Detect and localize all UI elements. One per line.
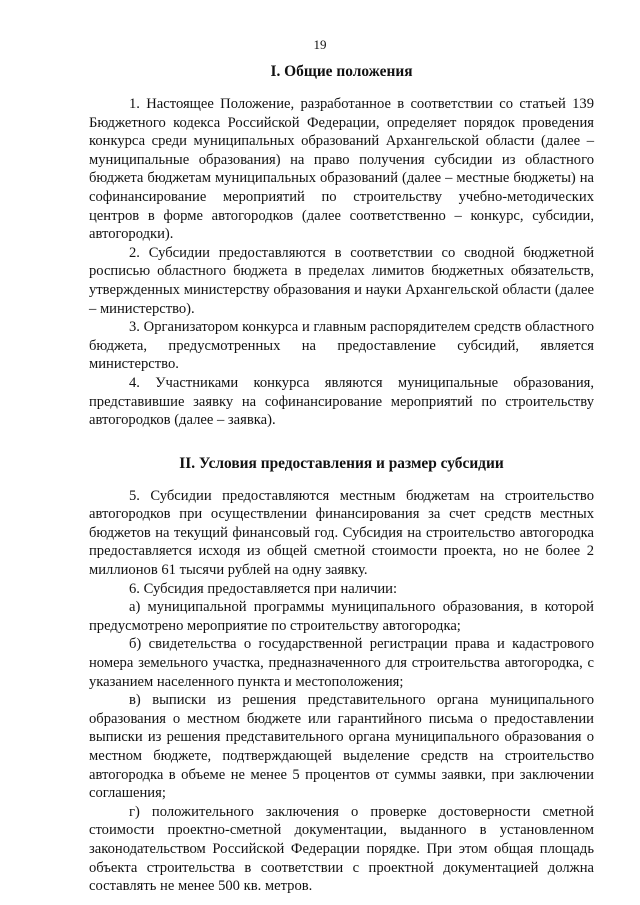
paragraph-6v: в) выписки из решения представительного органа муниципального образования о местном бюджете или гарантийного письма о предоставлении выписки из решения представительного органа муниципального образования о местном бюджете, подтверждающей выделение средств на строительство автогородка в объеме не менее 5 процентов от суммы заявки, при заключении соглашения; <box>89 692 594 802</box>
paragraph-6a: а) муниципальной программы муниципального образования, в которой предусмотрено мероприятие по строительству автогородка; <box>89 599 594 634</box>
section-heading-general: I. Общие положения <box>270 63 413 80</box>
paragraph-6: 6. Субсидия предоставляется при наличии: <box>129 580 398 597</box>
document-body <box>89 62 594 896</box>
paragraph-6b: б) свидетельства о государственной регистрации права и кадастрового номера земельного участка, предназначенного для строительства автогородка, с указанием населенного пункта и местоположения; <box>89 636 594 690</box>
paragraph-2: 2. Субсидии предоставляются в соответствии со сводной бюджетной росписью областного бюджета в пределах лимитов бюджетных обязательств, утвержденных министерству образования и науки Архангельской области (далее – министерство). <box>89 244 594 317</box>
paragraph-4: 4. Участниками конкурса являются муниципальные образования, представившие заявку на софинансирование мероприятий по строительству автогородков (далее – заявка). <box>89 374 594 429</box>
page-number: 19 <box>313 37 327 52</box>
paragraph-6g: г) положительного заключения о проверке достоверности сметной стоимости проектно-сметной документации, выданного в установленном законодательством Российской Федерации порядке. При этом общая площадь объекта строительства в соответствии с проектной документацией должна составлять не менее 500 кв. метров. <box>89 803 594 895</box>
paragraph-1: 1. Настоящее Положение, разработанное в соответствии со статьей 139 Бюджетного кодекса Российской Федерации, определяет порядок проведения конкурса среди муниципальных образований Архангельской области (далее – муниципальные образования) на право получения субсидии из областного бюджета бюджетам муниципальных образований (далее – местные бюджеты) на софинансирование мероприятий по строительству учебно-методических центров в форме автогородков (далее соответственно – конкурс, субсидии, автогородки). <box>89 96 594 243</box>
paragraph-3: 3. Организатором конкурса и главным распорядителем средств областного бюджета, предусмотренных на предоставление субсидий, является министерство. <box>89 319 594 373</box>
section-heading-conditions: II. Условия предоставления и размер субсидии <box>179 454 504 472</box>
paragraph-5: 5. Субсидии предоставляются местным бюджетам на строительство автогородков при осуществлении финансирования за счет средств местных бюджетов на текущий финансовый год. Субсидия на строительство автогородка предоставляется исходя из общей сметной стоимости проекта, но не более 2 миллионов 61 тысячи рублей на одну заявку. <box>89 487 594 579</box>
